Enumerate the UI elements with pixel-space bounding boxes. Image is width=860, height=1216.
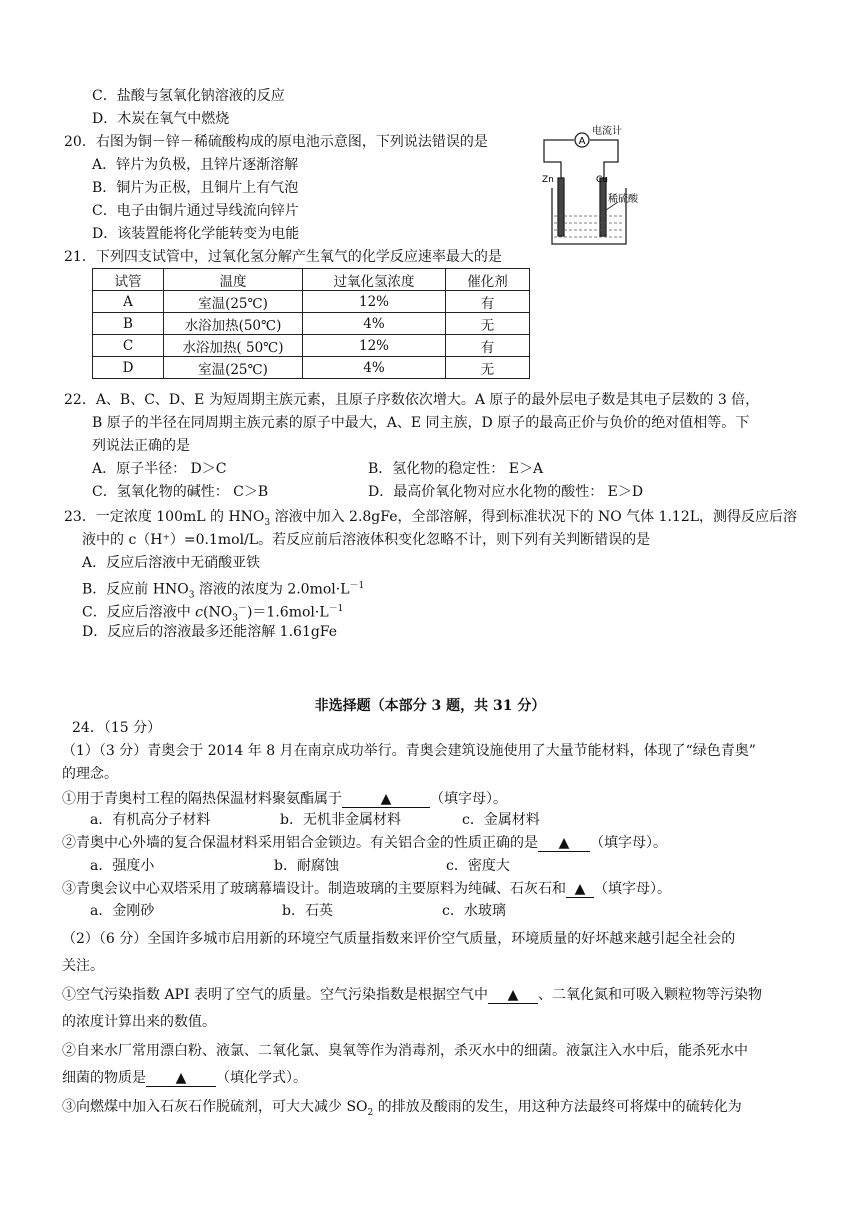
q24-s3-option-c: c．水玻璃 — [442, 903, 506, 919]
answer-blank[interactable]: ▲ — [488, 987, 538, 1004]
q20-option-d: D．该装置能将化学能转变为电能 — [92, 226, 300, 242]
q24-t3: ③向燃煤中加入石灰石作脱硫剂，可大大减少 $SO_2$ 的排放及酸雨的发生，用这种方法最终可将煤中的硫转化为 — [62, 1099, 742, 1118]
answer-blank[interactable]: ▲ — [342, 791, 430, 808]
table-cell: D — [93, 357, 164, 379]
q22-option-c: C．氢氧化物的碱性： C＞B — [92, 484, 269, 500]
q24-p2-line1: （2）（6 分）全国许多城市启用新的环境空气质量指数来评价空气质量，环境质量的好坏越来越引起全社会的 — [62, 931, 736, 947]
q23-option-c: C．反应后溶液中 $c(NO_3^-)=1.6mol\cdot L^{-1}$ — [82, 604, 344, 624]
table-cell: 水浴加热(50℃) — [164, 313, 303, 335]
cu-label: Cu — [596, 175, 608, 185]
q22-stem-line3: 列说法正确的是 — [92, 438, 190, 454]
table-cell: 室温(25℃) — [164, 357, 303, 379]
q24-s3: ③青奥会议中心双塔采用了玻璃幕墙设计。制造玻璃的主要原料为纯碱、石灰石和 ▲ （填字母）。 — [62, 881, 671, 897]
ammeter-symbol: A — [578, 136, 586, 147]
q22-stem-line1: 22．A、B、C、D、E 为短周期主族元素，且原子序数依次增大。A 原子的最外层电子数是其电子层数的 3 倍， — [64, 392, 760, 408]
table-header-row — [93, 269, 530, 291]
q24-s1-option-b: b．无机非金属材料 — [280, 812, 401, 828]
q23-option-d: D．反应后的溶液最多还能溶解 1.61gFe — [82, 624, 338, 640]
q24-s2-option-b: b．耐腐蚀 — [274, 858, 339, 874]
section-title: 非选择题（本部分 3 题，共 31 分） — [314, 698, 546, 714]
table-cell: 有 — [446, 291, 530, 313]
q24-p1-line2: 的理念。 — [62, 766, 118, 782]
galvanic-cell-figure — [530, 120, 650, 250]
table-cell: 有 — [446, 335, 530, 357]
q20-option-c: C．电子由铜片通过导线流向锌片 — [92, 203, 299, 219]
q24-s2: ②青奥中心外墙的复合保温材料采用铝合金锁边。有关铝合金的性质正确的是 ▲ （填字母）。 — [62, 835, 667, 851]
table-cell: 12% — [303, 335, 446, 357]
table-cell: 水浴加热( 50℃) — [164, 335, 303, 357]
q22-option-d: D．最高价氧化物对应水化物的酸性： E＞D — [368, 484, 644, 500]
table-cell: 无 — [446, 357, 530, 379]
answer-blank[interactable]: ▲ — [146, 1070, 216, 1087]
acid-label: 稀硫酸 — [608, 194, 638, 205]
table-row — [93, 313, 530, 335]
q24-t1-line2: 的浓度计算出来的数值。 — [62, 1014, 216, 1030]
table-cell: C — [93, 335, 164, 357]
q20-option-a: A．锌片为负极，且锌片逐渐溶解 — [92, 157, 299, 173]
answer-blank[interactable]: ▲ — [566, 881, 594, 898]
q24-s3-option-a: a．金刚砂 — [90, 903, 155, 919]
q23-stem-line2: 液中的 c（H⁺）=0.1mol/L。若反应前后溶液体积变化忽略不计，则下列有关判断错误的是 — [82, 532, 651, 548]
table-cell: 12% — [303, 291, 446, 313]
q22-option-a: A．原子半径： D＞C — [92, 461, 227, 477]
table-cell: A — [93, 291, 164, 313]
q19-option-d: D．木炭在氧气中燃烧 — [92, 111, 230, 127]
col-header: 温度 — [164, 269, 303, 291]
q24-t1: ①空气污染指数 API 表明了空气的质量。空气污染指数是根据空气中 ▲ 、二氧化氮和可吸入颗粒物等污染物 — [62, 987, 762, 1003]
table-cell: 4% — [303, 313, 446, 335]
table-cell: 无 — [446, 313, 530, 335]
q24-p2-line2: 关注。 — [62, 958, 104, 974]
q24-s2-option-c: c．密度大 — [446, 858, 510, 874]
q20-option-b: B．铜片为正极，且铜片上有气泡 — [92, 180, 299, 196]
col-header: 试管 — [93, 269, 164, 291]
q24-s2-option-a: a．强度小 — [90, 858, 155, 874]
q24-t2-line1: ②自来水厂常用漂白粉、液氯、二氧化氯、臭氧等作为消毒剂，杀灭水中的细菌。液氯注入水中后，能杀死水中 — [62, 1043, 748, 1059]
q24-t2: 细菌的物质是 ▲ （填化学式）。 — [62, 1070, 307, 1086]
ammeter-label: 电流计 — [592, 126, 622, 137]
table-cell: 4% — [303, 357, 446, 379]
q23-option-b: B．反应前 $HNO_3$ 溶液的浓度为 $2.0mol\cdot L^{-1}$ — [82, 581, 365, 601]
q21-stem: 21．下列四支试管中，过氧化氢分解产生氧气的化学反应速率最大的是 — [64, 249, 502, 265]
q23-option-a: A．反应后溶液中无硝酸亚铁 — [82, 555, 261, 571]
col-header: 催化剂 — [446, 269, 530, 291]
table-cell: 室温(25℃) — [164, 291, 303, 313]
table-cell: B — [93, 313, 164, 335]
q24-s3-option-b: b．石英 — [282, 903, 333, 919]
table-row — [93, 335, 530, 357]
q24-head: 24．（15 分） — [72, 720, 162, 736]
q24-s1-option-c: c．金属材料 — [462, 812, 540, 828]
table-row — [93, 291, 530, 313]
answer-blank[interactable]: ▲ — [538, 835, 590, 852]
q20-stem: 20．右图为铜－锌－稀硫酸构成的原电池示意图，下列说法错误的是 — [64, 134, 488, 150]
q22-option-b: B．氢化物的稳定性： E＞A — [368, 461, 544, 477]
q24-s1-option-a: a．有机高分子材料 — [90, 812, 211, 828]
q23-stem-line1: 23．一定浓度 100mL 的 $HNO_3$ 溶液中加入 2.8gFe，全部溶解，得到标准状况下的 NO 气体 1.12L，测得反应后溶 — [64, 509, 798, 528]
zn-label: Zn — [542, 175, 554, 185]
col-header: 过氧化氢浓度 — [303, 269, 446, 291]
q22-stem-line2: B 原子的半径在同周期主族元素的原子中最大，A、E 同主族，D 原子的最高正价与负价的绝对值相等。下 — [92, 415, 750, 431]
table-row — [93, 357, 530, 379]
q19-option-c: C．盐酸与氢氧化钠溶液的反应 — [92, 88, 285, 104]
q21-table — [92, 268, 530, 379]
q24-s1: ①用于青奥村工程的隔热保温材料聚氨酯属于 ▲ （填字母）。 — [62, 791, 507, 807]
q24-p1-line1: （1）（3 分）青奥会于 2014 年 8 月在南京成功举行。青奥会建筑设施使用了大量节能材料，体现了“绿色青奥” — [62, 743, 756, 759]
